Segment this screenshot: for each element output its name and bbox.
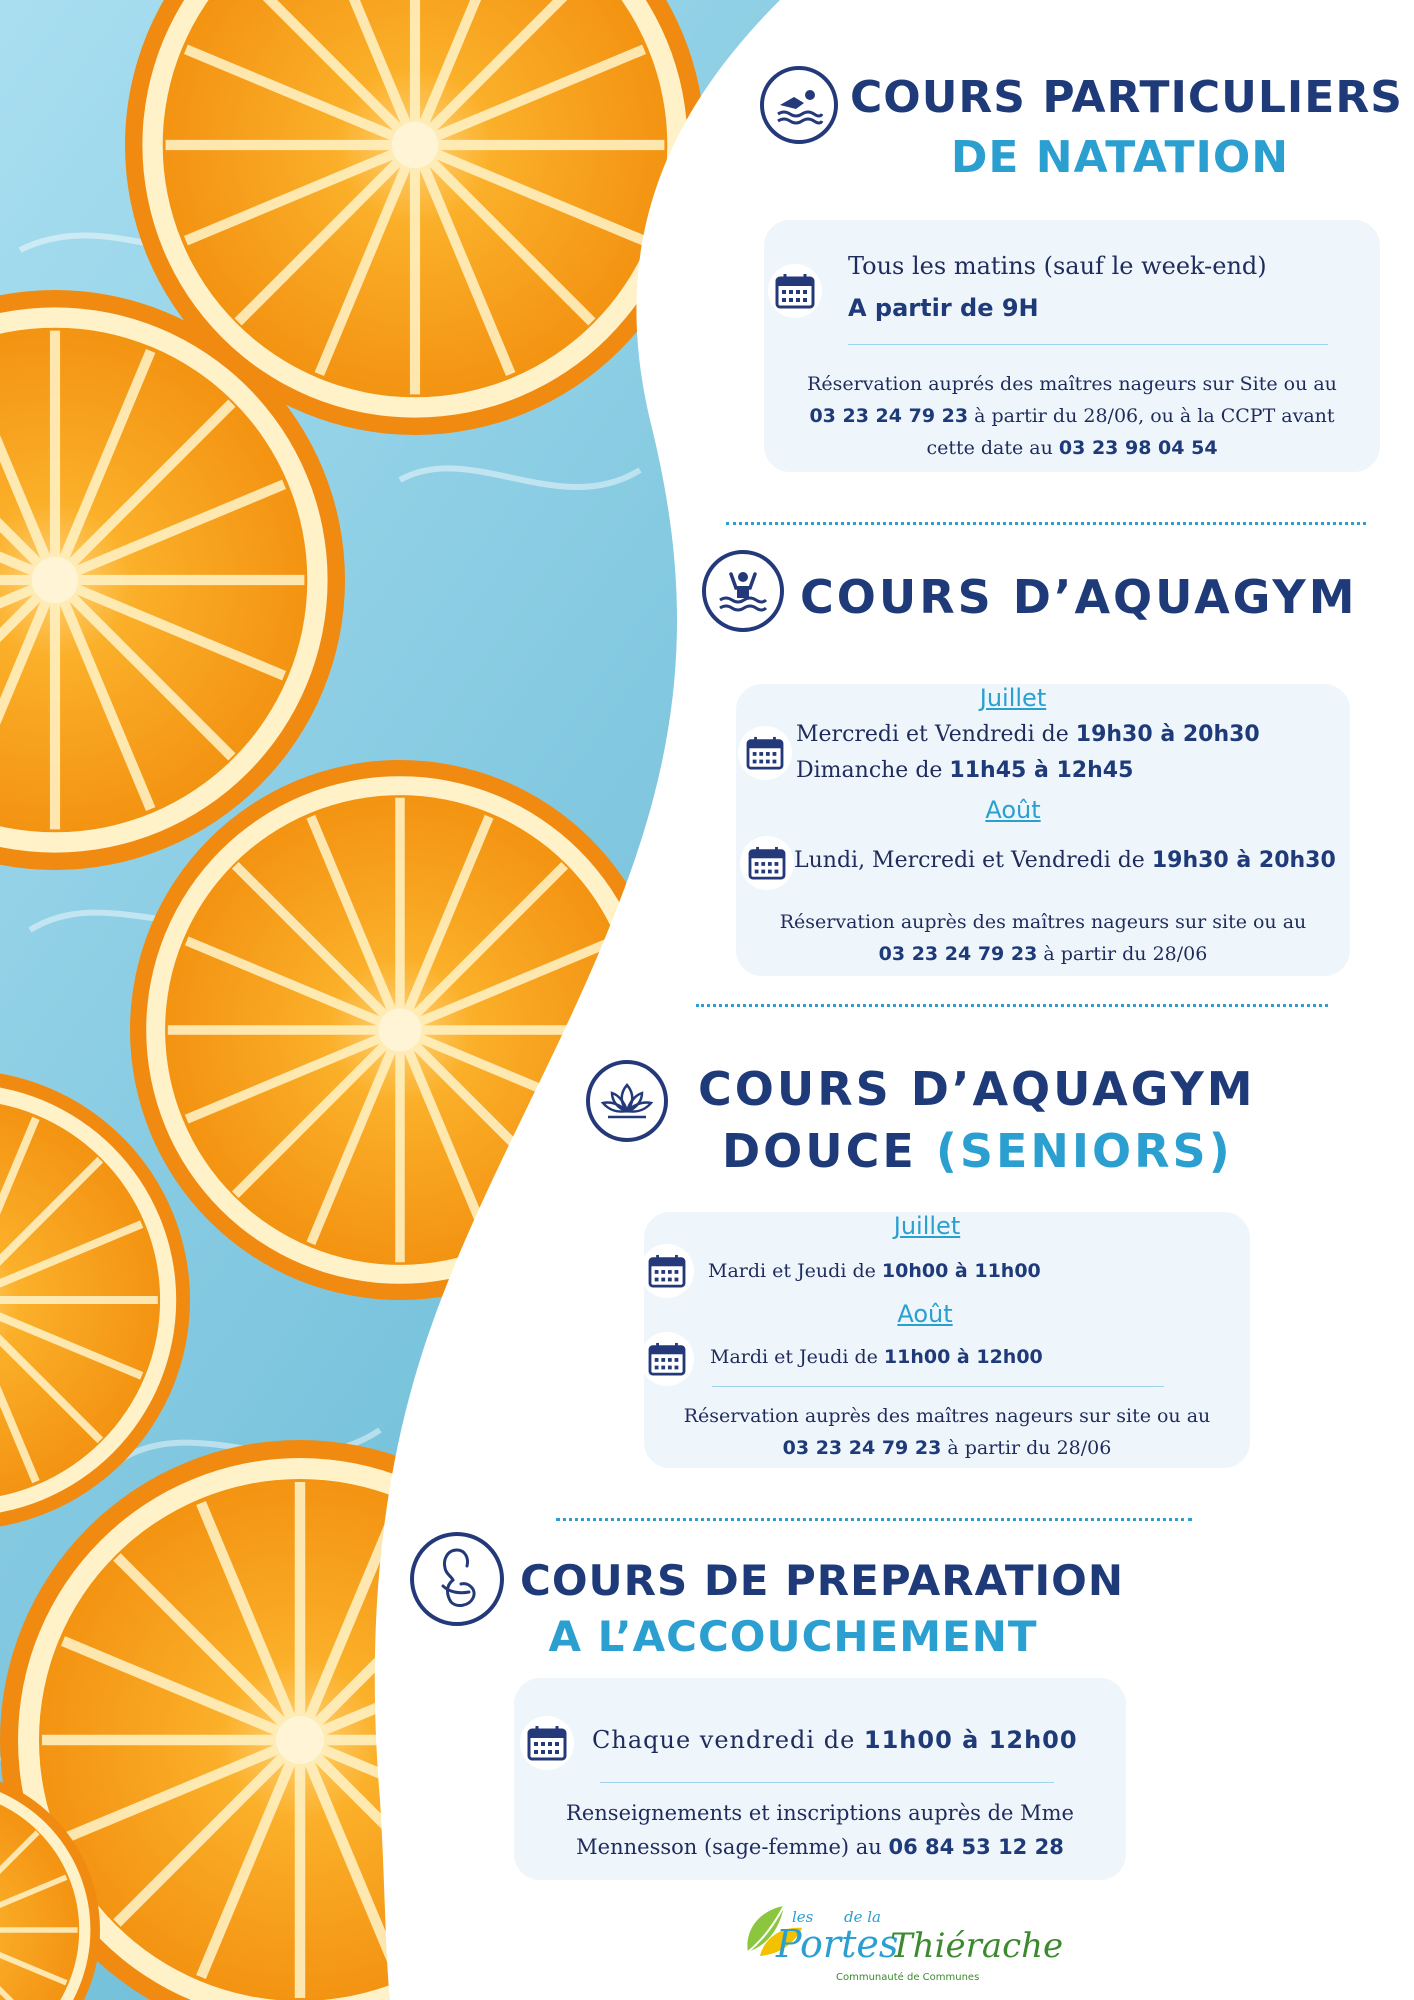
section3-resa-a: Réservation auprès des maîtres nageurs sur site ou au: [683, 1405, 1211, 1427]
section3-resa: [644, 1400, 1250, 1464]
section3-title-line1: COURS D’AQUAGYM: [698, 1062, 1256, 1116]
logo-thierache: Thiérache: [890, 1926, 1064, 1966]
section3-title-line2: [722, 1124, 1233, 1178]
logo-portes: Portes: [776, 1922, 899, 1966]
section2-resa-a: Réservation auprès des maîtres nageurs sur site ou au: [779, 911, 1307, 933]
section3-row2-days: Mardi et Jeudi de: [710, 1346, 884, 1368]
section4-card: [514, 1678, 1126, 1880]
calendar-icon: [640, 1332, 694, 1386]
section3-resa-b: à partir du 28/06: [941, 1437, 1112, 1459]
section4-title-line2: A L’ACCOUCHEMENT: [548, 1612, 1038, 1661]
separator: [848, 344, 1328, 345]
section3-month-juillet: Juillet: [893, 1212, 961, 1240]
ccpt-logo: [740, 1900, 1080, 1992]
dotted-divider: [726, 522, 1366, 525]
section1-resa: [774, 368, 1370, 464]
section1-title-line2: DE NATATION: [950, 132, 1290, 183]
separator: [712, 1386, 1164, 1387]
section3-row1-hours: 10h00 à 11h00: [881, 1260, 1041, 1282]
section4-info: [514, 1796, 1126, 1864]
logo-subtitle: Communauté de Communes: [836, 1972, 980, 1983]
section2-row1-hours: 19h30 à 20h30: [1075, 722, 1260, 747]
dotted-divider: [696, 1004, 1328, 1007]
swimmer-icon: [760, 66, 838, 144]
section2-month-juillet: Juillet: [979, 684, 1047, 712]
section2-row1-days: Mercredi et Vendredi de: [796, 722, 1076, 747]
section1-phone-b: 03 23 98 04 54: [1058, 437, 1218, 459]
section3-month-aout: Août: [897, 1300, 953, 1328]
section3-row1-days: Mardi et Jeudi de: [708, 1260, 882, 1282]
section1-card: [764, 220, 1380, 472]
section1-title-line1: COURS PARTICULIERS: [850, 72, 1403, 123]
section3-title-douce: DOUCE: [722, 1124, 936, 1178]
calendar-icon: [768, 264, 822, 318]
dotted-divider: [556, 1518, 1192, 1521]
lotus-icon: [586, 1060, 668, 1142]
section2-card: [736, 684, 1350, 976]
pregnant-woman-icon: [410, 1532, 504, 1626]
section1-phone-a: 03 23 24 79 23: [809, 405, 969, 427]
section2-row3: [794, 848, 1336, 873]
calendar-icon: [740, 836, 794, 890]
section4-title-line1: COURS DE PREPARATION: [520, 1556, 1124, 1605]
aquagym-icon: [702, 550, 784, 632]
logo-les: les: [792, 1908, 814, 1926]
section4-info-a: Renseignements et inscriptions auprès de Mme: [566, 1801, 1074, 1825]
section3-row1: [708, 1260, 1041, 1282]
section2-row1: [796, 722, 1260, 747]
section1-line1: Tous les matins (sauf le week-end): [848, 252, 1267, 280]
section2-phone: 03 23 24 79 23: [878, 943, 1038, 965]
section2-month-aout: Août: [985, 796, 1041, 824]
calendar-icon: [520, 1716, 574, 1770]
section2-title: COURS D’AQUAGYM: [800, 570, 1358, 624]
section4-day: Chaque vendredi de: [592, 1726, 864, 1754]
section4-info-b: Mennesson (sage-femme) au: [576, 1835, 889, 1859]
calendar-icon: [640, 1244, 694, 1298]
calendar-icon: [738, 726, 792, 780]
section2-row3-hours: 19h30 à 20h30: [1151, 848, 1336, 873]
section3-row2: [710, 1346, 1043, 1368]
section1-line2: A partir de 9H: [848, 294, 1039, 322]
section2-row2: [796, 758, 1133, 783]
section2-row3-days: Lundi, Mercredi et Vendredi de: [794, 848, 1152, 873]
section4-phone: 06 84 53 12 28: [888, 1835, 1064, 1859]
section1-resa-a: Réservation auprés des maîtres nageurs sur Site ou au: [807, 373, 1337, 395]
section4-line: [592, 1726, 1078, 1754]
section4-hours: 11h00 à 12h00: [863, 1726, 1078, 1754]
separator: [600, 1782, 1054, 1783]
section2-resa-b: à partir du 28/06: [1037, 943, 1208, 965]
section3-card: [644, 1212, 1250, 1468]
section2-resa: [740, 906, 1346, 970]
section2-row2-hours: 11h45 à 12h45: [949, 758, 1134, 783]
section3-title-seniors: (SENIORS): [935, 1124, 1233, 1178]
section1-resa-c: cette date au: [926, 437, 1059, 459]
section2-row2-days: Dimanche de: [796, 758, 950, 783]
section3-phone: 03 23 24 79 23: [782, 1437, 942, 1459]
section3-row2-hours: 11h00 à 12h00: [883, 1346, 1043, 1368]
section1-resa-b: à partir du 28/06, ou à la CCPT avant: [968, 405, 1335, 427]
logo-de-la: de la: [844, 1908, 881, 1926]
